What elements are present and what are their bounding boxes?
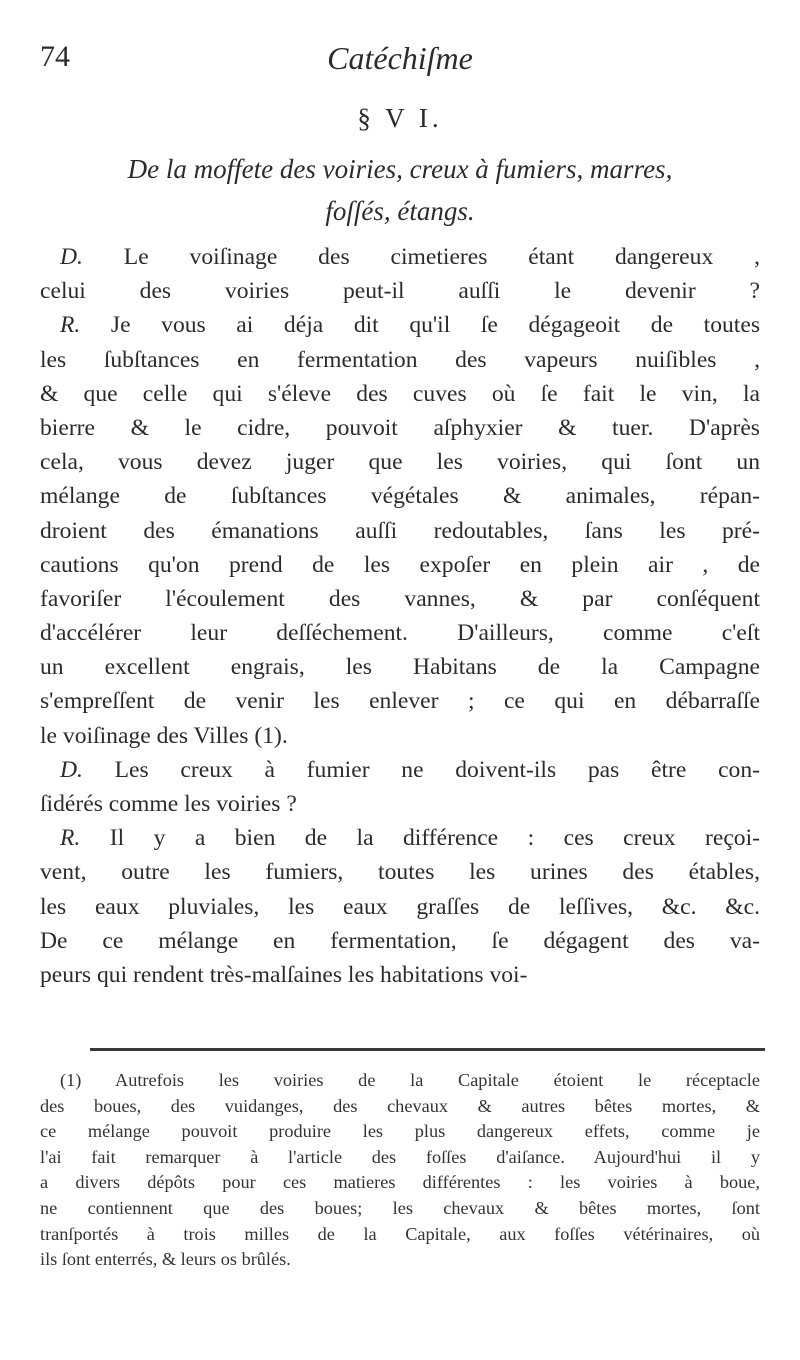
line-text: droient des émanations auſſi redoutables, ſans les pré-	[40, 517, 760, 544]
line-text: celui des voiries peut-il auſſi le devenir ?	[40, 278, 760, 305]
section-title-line: foſſés, étangs.	[325, 196, 475, 226]
text-line	[40, 514, 760, 548]
speaker-label: D.	[60, 244, 83, 270]
footnote-line: des boues, des vuidanges, des chevaux & autres bêtes mortes, &	[40, 1095, 760, 1116]
text-line	[40, 274, 760, 308]
text-line	[40, 924, 760, 958]
text-line	[40, 308, 760, 342]
footnote-line: a divers dépôts pour ces matieres différentes : les voiries à boue,	[40, 1172, 760, 1193]
text-line	[40, 411, 760, 445]
text-line	[40, 719, 760, 753]
footnote-line: ce mélange pouvoit produire les plus dangereux effets, comme je	[40, 1121, 760, 1142]
footnote-rule	[90, 1048, 765, 1051]
section-number: § V I.	[357, 103, 443, 133]
line-text: d'accélérer leur deſſéchement. D'ailleurs, comme c'eſt	[40, 620, 760, 647]
text-line	[40, 787, 760, 821]
line-text: Je vous ai déja dit qu'il ſe dégageoit de toutes	[80, 312, 760, 339]
text-line	[40, 821, 760, 855]
text-line	[40, 855, 760, 889]
body-text	[40, 240, 760, 992]
footnote-line: ils ſont enterrés, & leurs os brûlés.	[40, 1249, 291, 1270]
text-line	[40, 650, 760, 684]
line-text: & que celle qui s'éleve des cuves où ſe fait le vin, la	[40, 380, 760, 407]
line-text: cautions qu'on prend de les expoſer en plein air , de	[40, 551, 760, 578]
section-title-line: De la moffete des voiries, creux à fumiers, marres,	[127, 154, 673, 184]
text-line	[40, 616, 760, 650]
text-line	[40, 377, 760, 411]
running-head	[40, 40, 760, 90]
running-title: Catéchiſme	[327, 40, 473, 76]
line-text: Le voiſinage des cimetieres étant dangereux ,	[82, 244, 760, 270]
speaker-label: D.	[60, 756, 83, 783]
footnote-line: tranſportés à trois milles de la Capitale, aux foſſes vétérinaires, où	[40, 1223, 760, 1244]
text-line	[40, 958, 760, 992]
line-text: peurs qui rendent très-malſaines les habitations voi-	[40, 961, 528, 988]
line-text: le voiſinage des Villes (1).	[40, 722, 288, 749]
line-text: un excellent engrais, les Habitans de la Campagne	[40, 654, 760, 681]
text-line	[40, 582, 760, 616]
text-line	[40, 753, 760, 787]
speaker-label: R.	[60, 825, 81, 852]
line-text: cela, vous devez juger que les voiries, qui ſont un	[40, 449, 760, 476]
line-text: De ce mélange en fermentation, ſe dégagent des va-	[40, 927, 760, 954]
page-number: 74	[40, 40, 70, 73]
line-text: ſidérés comme les voiries ?	[40, 791, 297, 817]
line-text: les eaux pluviales, les eaux graſſes de leſſives, &c. &c.	[40, 893, 760, 920]
line-text: Il y a bien de la différence : ces creux reçoi-	[80, 825, 760, 852]
line-text: Les creux à fumier ne doivent-ils pas être con-	[82, 756, 760, 783]
line-text: s'empreſſent de venir les enlever ; ce qui en débarraſſe	[40, 688, 760, 715]
text-line	[40, 890, 760, 924]
speaker-label: R.	[60, 312, 81, 339]
footnote-line: l'ai fait remarquer à l'article des foſſes d'aiſance. Aujourd'hui il y	[40, 1146, 760, 1167]
text-line	[40, 445, 760, 479]
line-text: les ſubſtances en fermentation des vapeurs nuiſibles ,	[40, 346, 760, 373]
section-title	[40, 148, 760, 232]
line-text: mélange de ſubſtances végétales & animales, répan-	[40, 483, 760, 510]
footnote-line: (1) Autrefois les voiries de la Capitale étoient le réceptacle	[60, 1070, 760, 1090]
text-line	[40, 684, 760, 718]
footnote-line: ne contiennent que des boues; les chevaux & bêtes mortes, ſont	[40, 1197, 760, 1218]
line-text: vent, outre les fumiers, toutes les urines des étables,	[40, 859, 760, 886]
text-line	[40, 343, 760, 377]
text-line	[40, 479, 760, 513]
text-line	[40, 548, 760, 582]
footnote	[40, 1068, 760, 1273]
text-line	[40, 240, 760, 274]
line-text: bierre & le cidre, pouvoit aſphyxier & tuer. D'après	[40, 414, 760, 441]
line-text: favoriſer l'écoulement des vannes, & par conſéquent	[40, 585, 760, 612]
